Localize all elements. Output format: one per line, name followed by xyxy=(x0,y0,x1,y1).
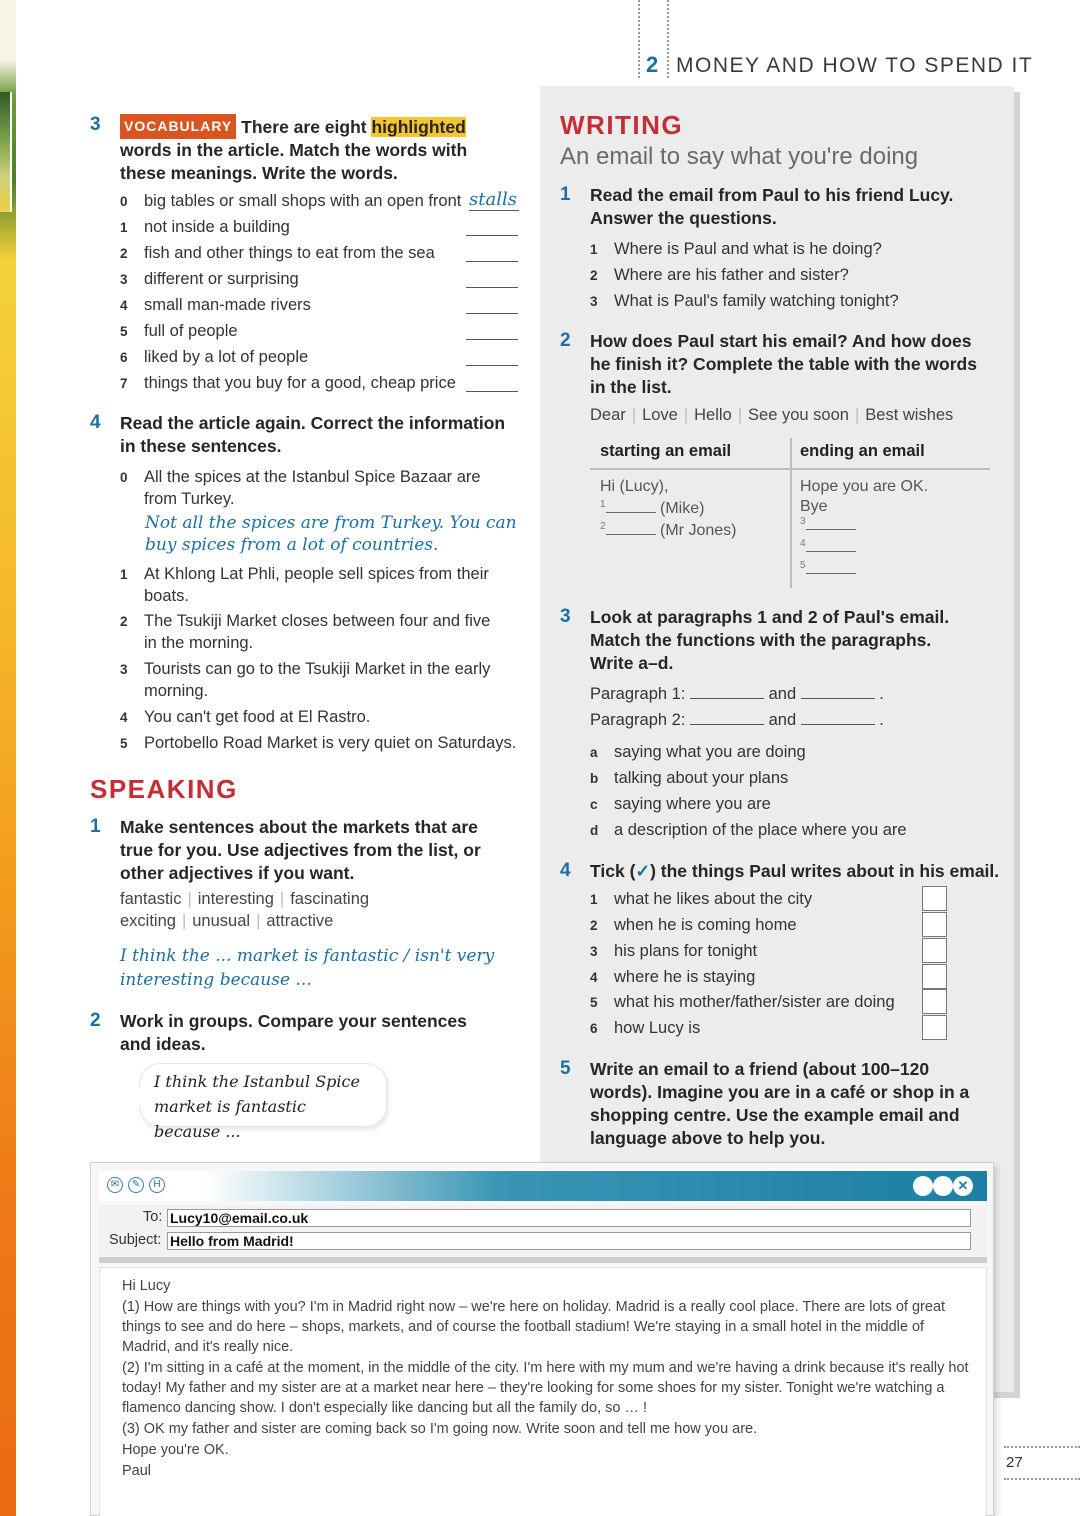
greeting-word-list: Dear | Love | Hello | See you soon | Best wishes xyxy=(590,406,954,424)
tick-checkbox[interactable] xyxy=(922,886,947,911)
function-item xyxy=(590,821,907,840)
tick-item xyxy=(590,993,895,1012)
email-divider xyxy=(99,1257,987,1263)
mail-icon[interactable]: ✉ xyxy=(107,1177,123,1193)
tick-checkbox[interactable] xyxy=(922,912,947,937)
item-text: his plans for tonight xyxy=(614,942,758,960)
answer-blank[interactable] xyxy=(466,218,518,236)
answer-blank[interactable] xyxy=(801,724,875,725)
paragraph-line: Paragraph 2: and . xyxy=(590,711,884,729)
item-number: 5 xyxy=(590,995,598,1010)
exercise-number: 1 xyxy=(560,184,571,205)
exercise-number: 3 xyxy=(560,606,571,627)
word: unusual xyxy=(192,912,251,930)
vocab-item xyxy=(120,322,238,341)
correction-answer: Not all the spices are from Turkey. You can xyxy=(145,513,517,533)
vocab-item xyxy=(120,348,308,367)
word: exciting xyxy=(120,912,176,930)
item-text: What is Paul's family watching tonight? xyxy=(614,292,899,310)
minimize-button[interactable] xyxy=(913,1176,933,1196)
item-number: 2 xyxy=(590,268,598,283)
item-letter: c xyxy=(590,797,598,812)
item-text: what his mother/father/sister are doing xyxy=(614,993,895,1011)
item-number: 3 xyxy=(590,294,598,309)
answer-blank[interactable] xyxy=(806,518,856,530)
vocab-item xyxy=(120,374,456,393)
correction-answer: buy spices from a lot of countries. xyxy=(145,535,439,555)
header-dotted-rule xyxy=(638,0,640,78)
tick-checkbox[interactable] xyxy=(922,938,947,963)
item-text: All the spices at the Istanbul Spice Bazaar are xyxy=(144,468,481,486)
adjective-list: fantastic | interesting | fascinating xyxy=(120,890,370,908)
greetings-table xyxy=(590,438,990,588)
email-signature: Paul xyxy=(122,1463,152,1479)
answer-blank[interactable] xyxy=(806,540,856,552)
email-titlebar xyxy=(99,1171,987,1201)
writing-instruction: Look at paragraphs 1 and 2 of Paul's email. Match the functions with the paragraphs. Write a–d. xyxy=(590,607,950,673)
item-text: saying what you are doing xyxy=(614,743,806,761)
item-number: 0 xyxy=(120,470,128,485)
word: attractive xyxy=(266,912,334,930)
email-paragraph-2: (2) I'm sitting in a café at the moment, in the middle of the city. I'm here with my mum and we're having a drink because it's really hot today! My father and my sister are at a market near here – they're looking for some shoes for my sister. Tonight we're watching a flamenco dancing show. I don't especially like dancing but all the family do, so … ! xyxy=(122,1360,969,1416)
highlighted-word: highlighted xyxy=(371,117,466,137)
table-cell: Bye xyxy=(800,498,828,515)
item-text: small man-made rivers xyxy=(144,296,311,314)
answer-blank[interactable] xyxy=(690,724,764,725)
item-text: Tourists can go to the Tsukiji Market in the early xyxy=(144,660,491,678)
answer-blank[interactable] xyxy=(801,698,875,699)
vocab-item xyxy=(120,270,299,289)
table-cell: Hope you are OK. xyxy=(800,478,929,495)
function-item xyxy=(590,743,806,762)
email-closing: Hope you're OK. xyxy=(122,1442,229,1458)
speaking-title: SPEAKING xyxy=(90,774,238,804)
question-item xyxy=(590,240,882,259)
speaking-example: I think the ... market is fantastic / isn't very xyxy=(120,946,495,966)
item-number: 4 xyxy=(120,298,128,313)
speaking-instruction: Make sentences about the markets that are true for you. Use adjectives from the list, or other adjectives if you want. xyxy=(120,817,481,883)
item-number: 5 xyxy=(120,324,128,339)
to-field[interactable]: Lucy10@email.co.uk xyxy=(167,1209,971,1227)
word: Love xyxy=(642,406,678,424)
item-text: things that you buy for a good, cheap price xyxy=(144,374,456,392)
table-rule xyxy=(790,438,792,588)
item-text: different or surprising xyxy=(144,270,299,288)
blank-number: 1 xyxy=(600,499,606,510)
item-text: Portobello Road Market is very quiet on Saturdays. xyxy=(144,734,517,752)
subject-label: Subject: xyxy=(109,1232,162,1248)
word: fascinating xyxy=(290,890,370,908)
item-number: 3 xyxy=(120,662,128,677)
item-letter: b xyxy=(590,771,599,786)
item-number: 5 xyxy=(120,736,128,751)
table-cell xyxy=(600,499,704,518)
item-letter: d xyxy=(590,823,599,838)
function-item xyxy=(590,795,771,814)
page-number: 27 xyxy=(1006,1454,1023,1471)
tick-checkbox[interactable] xyxy=(922,1015,947,1040)
answer-blank[interactable] xyxy=(606,501,656,513)
tick-item xyxy=(590,890,812,909)
instruction-text: There are eight xyxy=(241,117,367,137)
word: interesting xyxy=(197,890,274,908)
page-number-rule xyxy=(1004,1446,1080,1448)
speaking-example: interesting because ... xyxy=(120,970,312,990)
tick-item xyxy=(590,916,797,935)
vocabulary-badge: VOCABULARY xyxy=(120,114,236,139)
email-paragraph-3: (3) OK my father and sister are coming back so I'm going now. Write soon and tell me how you are. xyxy=(122,1421,758,1437)
item-number: 3 xyxy=(590,944,598,959)
and-word: and xyxy=(768,711,797,729)
answer-blank[interactable] xyxy=(690,698,764,699)
item-text: a description of the place where you are xyxy=(614,821,907,839)
exercise-number: 5 xyxy=(560,1058,571,1079)
tick-icon: ✓ xyxy=(635,861,651,881)
answer-blank[interactable] xyxy=(466,322,518,340)
writing-instruction: How does Paul start his email? And how does he finish it? Complete the table with the words in the list. xyxy=(590,331,977,397)
tick-item xyxy=(590,968,755,987)
answer-blank[interactable] xyxy=(466,348,518,366)
writing-instruction: Read the email from Paul to his friend Lucy. Answer the questions. xyxy=(590,185,954,228)
correction-item xyxy=(120,612,490,631)
exercise-number: 2 xyxy=(90,1010,101,1031)
word: Best wishes xyxy=(865,406,954,424)
item-text: talking about your plans xyxy=(614,769,789,787)
correction-item-cont: boats. xyxy=(144,587,189,605)
correction-item-cont: in the morning. xyxy=(144,634,254,652)
item-number: 1 xyxy=(120,567,128,582)
answer-blank[interactable] xyxy=(806,562,856,574)
item-text: The Tsukiji Market closes between four and five xyxy=(144,612,491,630)
item-number: 2 xyxy=(590,918,598,933)
item-number: 6 xyxy=(590,1021,598,1036)
correction-item-cont: from Turkey. xyxy=(144,490,235,508)
exercise-number: 4 xyxy=(560,860,571,881)
item-text: when he is coming home xyxy=(614,916,797,934)
function-item xyxy=(590,769,788,788)
correction-item xyxy=(120,708,370,727)
maximize-button[interactable] xyxy=(933,1176,953,1196)
answer-blank[interactable] xyxy=(466,270,518,288)
exercise-number: 3 xyxy=(90,114,101,135)
writing-instruction: Write an email to a friend (about 100–120 words). Imagine you are in a café or shop in a shopping centre. Use the example email and language above to help you. xyxy=(590,1059,970,1148)
speech-bubble-tail xyxy=(118,1086,142,1106)
blank-number: 3 xyxy=(800,516,806,527)
vocab-instruction xyxy=(120,114,500,185)
word: See you soon xyxy=(748,406,849,424)
item-number: 1 xyxy=(590,242,598,257)
word: fantastic xyxy=(120,890,182,908)
exercise-number: 4 xyxy=(90,412,101,433)
item-letter: a xyxy=(590,745,598,760)
subject-field[interactable]: Hello from Madrid! xyxy=(167,1232,971,1250)
table-cell xyxy=(800,560,856,579)
item-number: 0 xyxy=(120,194,128,209)
adjective-list: exciting | unusual | attractive xyxy=(120,912,334,930)
item-number: 2 xyxy=(120,614,128,629)
blank-number: 5 xyxy=(800,560,806,571)
item-number: 4 xyxy=(120,710,128,725)
blank-number: 4 xyxy=(800,538,806,549)
paragraph-label: Paragraph 1: xyxy=(590,685,686,703)
table-header: starting an email xyxy=(600,442,732,460)
correction-item-cont: morning. xyxy=(144,682,209,700)
tick-checkbox[interactable] xyxy=(922,989,947,1014)
answer-blank[interactable] xyxy=(466,244,518,262)
item-text: full of people xyxy=(144,322,238,340)
exercise-number: 1 xyxy=(90,816,101,837)
exercise-number: 2 xyxy=(560,330,571,351)
correction-item xyxy=(120,565,489,584)
attach-icon[interactable]: ✎ xyxy=(128,1177,144,1193)
item-number: 1 xyxy=(590,892,598,907)
table-cell xyxy=(600,521,736,540)
item-text: where he is staying xyxy=(614,968,756,986)
edge-photo xyxy=(0,92,12,212)
bubble-line: I think the Istanbul Spice xyxy=(154,1072,360,1091)
item-number: 6 xyxy=(120,350,128,365)
paragraph-line: Paragraph 1: and . xyxy=(590,685,884,703)
close-button[interactable]: ✕ xyxy=(953,1176,973,1196)
vocab-answer: stalls xyxy=(469,189,519,211)
vocab-item xyxy=(120,192,461,211)
writing-subtitle: An email to say what you're doing xyxy=(560,143,919,170)
answer-blank[interactable] xyxy=(466,296,518,314)
item-text: not inside a building xyxy=(144,218,290,236)
item-text: how Lucy is xyxy=(614,1019,701,1037)
email-greeting: Hi Lucy xyxy=(122,1278,171,1294)
item-text: Where is Paul and what is he doing? xyxy=(614,240,882,258)
save-icon[interactable]: H xyxy=(149,1177,165,1193)
paragraph-label: Paragraph 2: xyxy=(590,711,686,729)
cell-text: (Mr Jones) xyxy=(660,522,737,539)
instruction-text: words in the article. Match the words with these meanings. Write the words. xyxy=(120,140,468,183)
item-text: big tables or small shops with an open front xyxy=(144,192,462,210)
unit-title: MONEY AND HOW TO SPEND IT xyxy=(676,54,1034,77)
page-number-rule xyxy=(1004,1478,1080,1480)
item-number: 7 xyxy=(120,376,128,391)
tick-item xyxy=(590,1019,700,1038)
blank-number: 2 xyxy=(600,521,606,532)
correction-item xyxy=(120,734,516,753)
word: Hello xyxy=(694,406,732,424)
item-number: 3 xyxy=(120,272,128,287)
item-text: At Khlong Lat Phli, people sell spices from their xyxy=(144,565,489,583)
email-body-text xyxy=(122,1276,974,1482)
cell-text: (Mike) xyxy=(660,500,705,517)
writing-title: WRITING xyxy=(560,110,684,140)
item-text: Where are his father and sister? xyxy=(614,266,849,284)
item-text: You can't get food at El Rastro. xyxy=(144,708,371,726)
instruction-text: ) the things Paul writes about in his email. xyxy=(650,861,1000,881)
tick-item xyxy=(590,942,757,961)
to-label: To: xyxy=(143,1209,163,1225)
unit-number: 2 xyxy=(646,52,659,77)
item-text: liked by a lot of people xyxy=(144,348,309,366)
tick-checkbox[interactable] xyxy=(922,964,947,989)
answer-blank[interactable] xyxy=(466,374,518,392)
table-header: ending an email xyxy=(800,442,925,460)
item-text: fish and other things to eat from the sea xyxy=(144,244,435,262)
edge-decoration xyxy=(0,0,16,1516)
question-item xyxy=(590,266,849,285)
item-text: what he likes about the city xyxy=(614,890,813,908)
and-word: and xyxy=(768,685,797,703)
correction-instruction: Read the article again. Correct the information in these sentences. xyxy=(120,413,506,456)
writing-instruction xyxy=(590,860,1000,883)
word: Dear xyxy=(590,406,626,424)
speaking-instruction: Work in groups. Compare your sentences and ideas. xyxy=(120,1011,467,1054)
table-cell xyxy=(800,516,856,535)
vocab-item xyxy=(120,296,311,315)
item-number: 1 xyxy=(120,220,128,235)
vocab-item xyxy=(120,218,290,237)
answer-blank[interactable] xyxy=(606,523,656,535)
question-item xyxy=(590,292,899,311)
table-cell: Hi (Lucy), xyxy=(600,478,669,495)
item-number: 2 xyxy=(120,246,128,261)
item-text: saying where you are xyxy=(614,795,771,813)
bubble-line: market is fantastic because ... xyxy=(154,1097,306,1141)
header-dotted-rule xyxy=(667,0,669,78)
speech-bubble-text xyxy=(154,1069,376,1144)
instruction-text: Tick ( xyxy=(590,861,636,881)
email-paragraph-1: (1) How are things with you? I'm in Madrid right now – we're here on holiday. Madrid is a really cool place. There are lots of great things to see and do here – shops, markets, and of course the football stadium! We're staying in a small hotel in the middle of Madrid, and it's really nice. xyxy=(122,1299,946,1355)
item-number: 4 xyxy=(590,970,598,985)
vocab-item xyxy=(120,244,435,263)
correction-item xyxy=(120,660,490,679)
table-cell xyxy=(800,538,856,557)
correction-item xyxy=(120,468,481,487)
